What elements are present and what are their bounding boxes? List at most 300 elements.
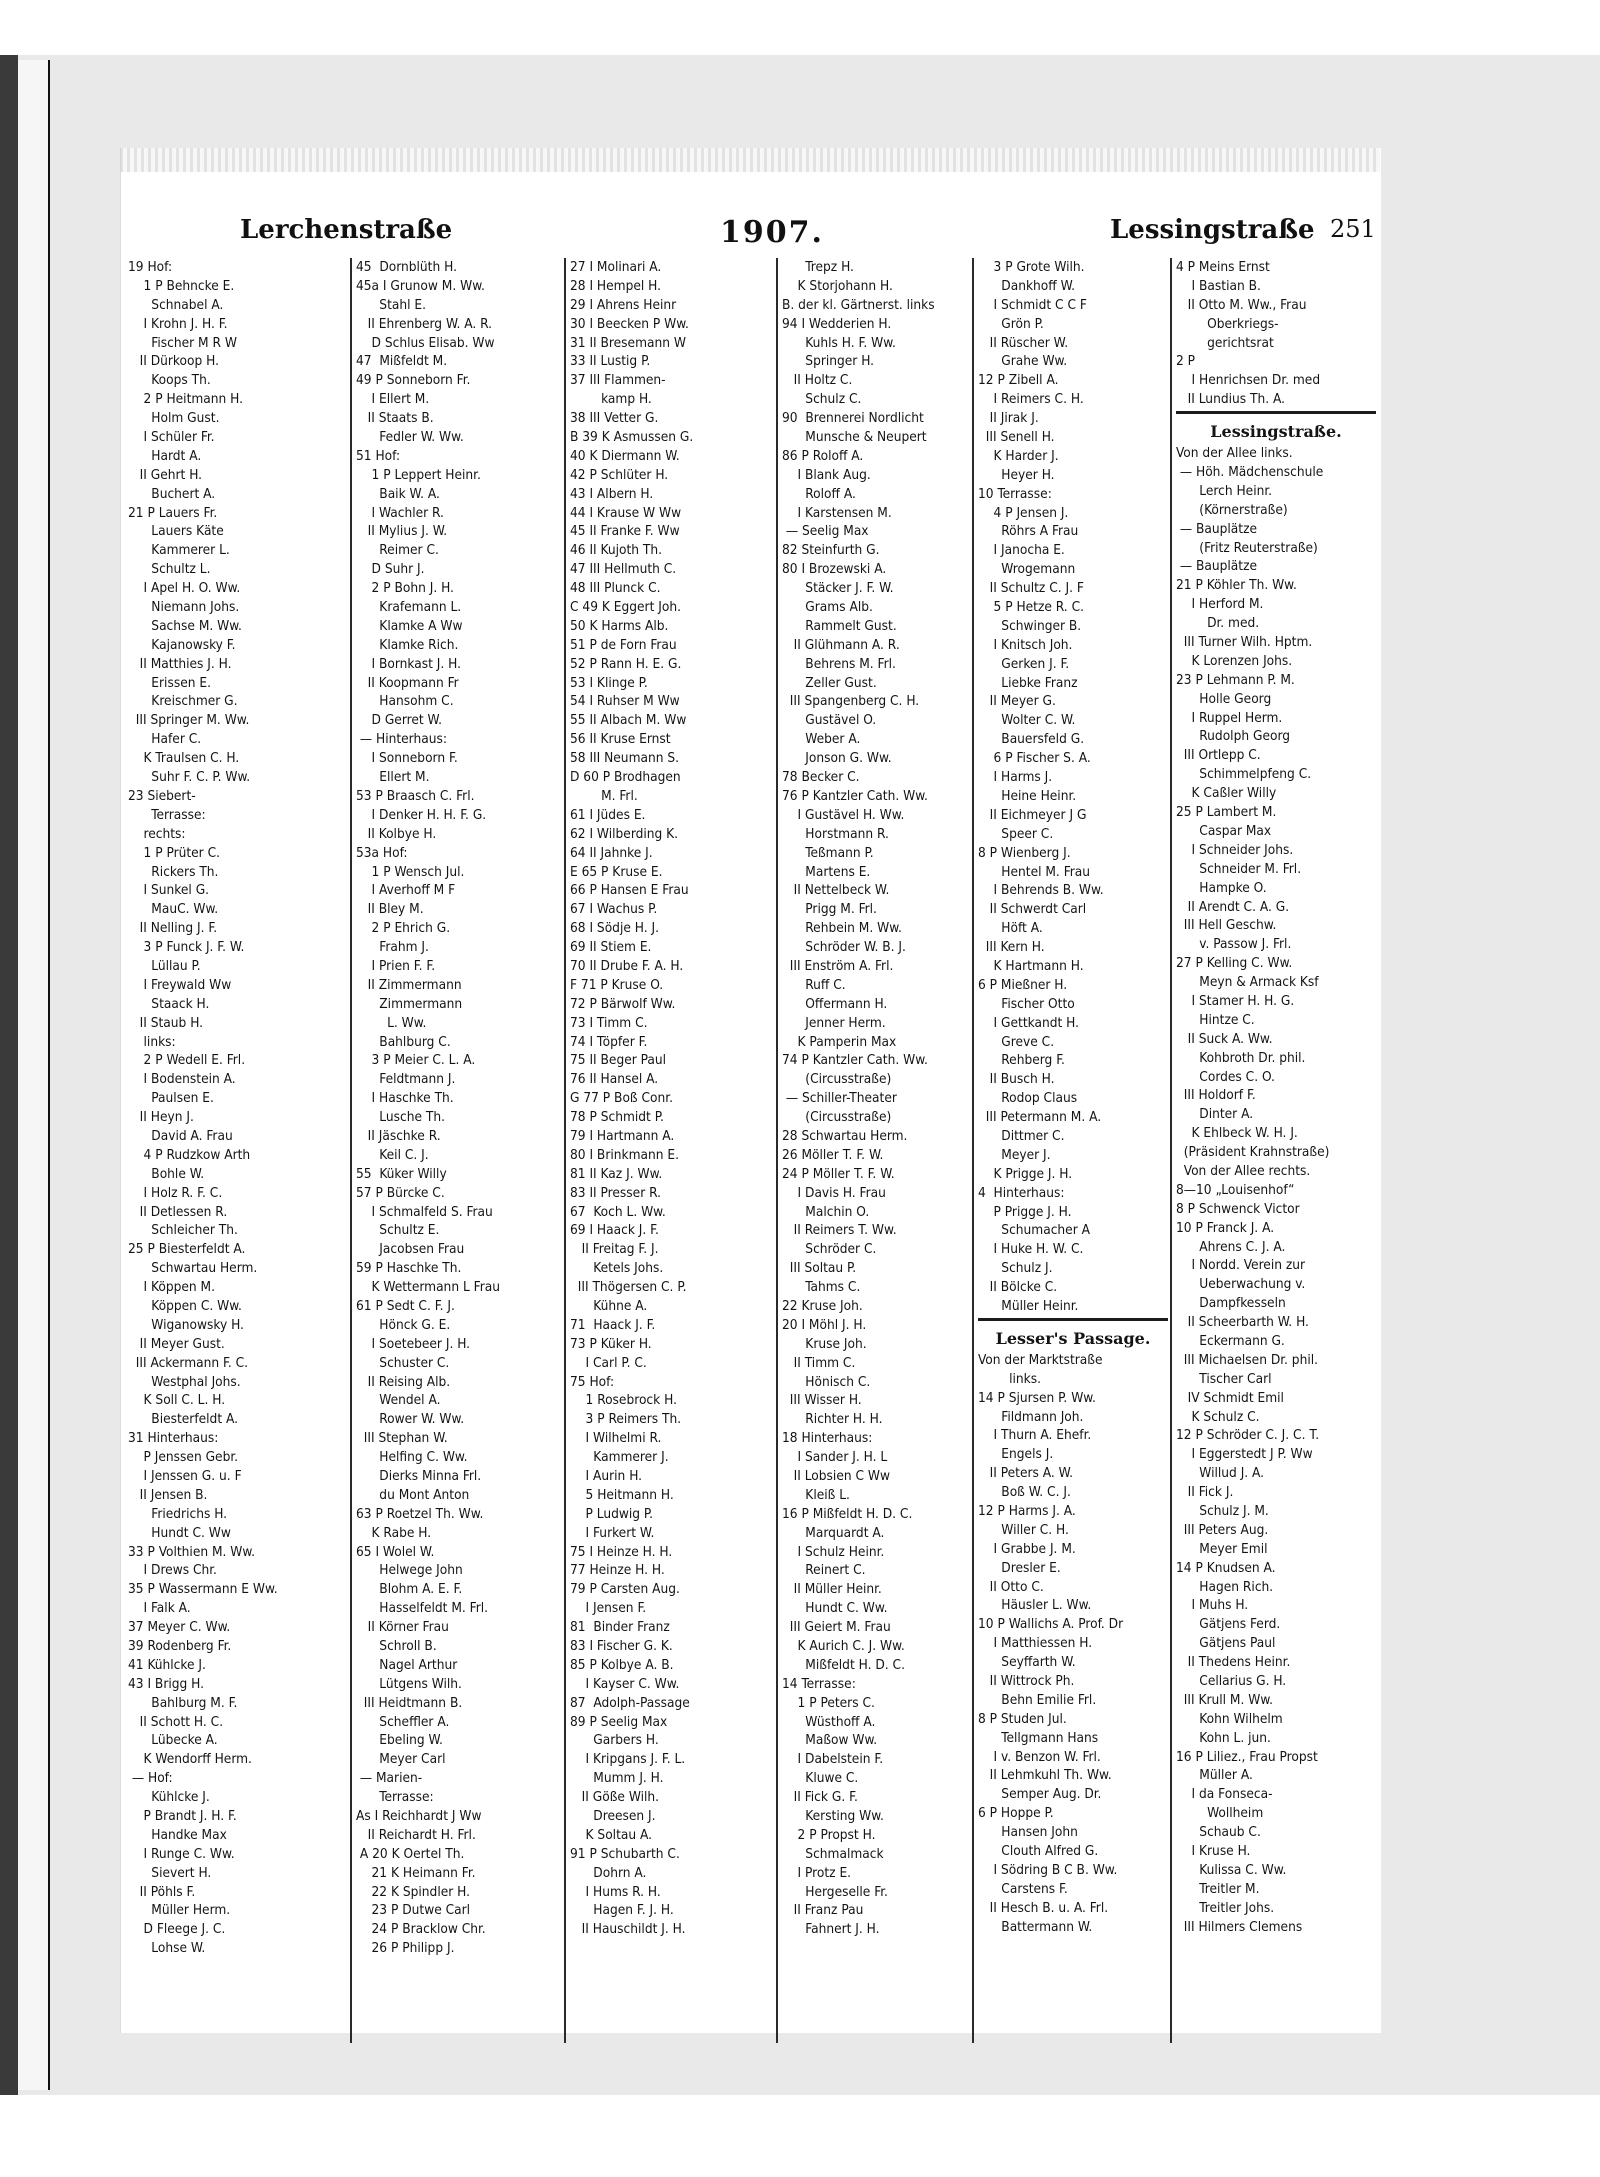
directory-entry: Dohrn A. [570,1864,647,1881]
directory-entry: Fedler W. Ww. [356,429,464,446]
directory-entry: II Reichardt H. Frl. [356,1826,476,1843]
directory-entry: D Suhr J. [356,561,425,578]
directory-entry: Eckermann G. [1176,1332,1285,1349]
directory-entry: Kühne A. [570,1297,648,1314]
directory-entry: Kruse Joh. [782,1335,867,1352]
directory-entry: Rower W. Ww. [356,1411,465,1428]
directory-entry: 3 P Funck J. F. W. [128,939,245,956]
directory-entry: I Jenssen G. u. F [128,1468,242,1484]
directory-entry: I Prien F. F. [356,957,436,974]
directory-entry: II Timm C. [782,1354,856,1371]
directory-entry: I Södring B C B. Ww. [978,1861,1118,1878]
directory-entry: III Enström A. Frl. [782,957,894,974]
directory-entry: Röhrs A Frau [978,523,1079,540]
directory-entry: P Jenssen Gebr. [128,1449,239,1466]
directory-entry: links. [978,1370,1041,1387]
directory-entry: III Krull M. Ww. [1176,1691,1273,1708]
directory-entry: Hundt C. Ww [128,1524,231,1541]
directory-entry: I Stamer H. H. G. [1176,992,1295,1009]
directory-entry: 67 I Wachus P. [570,901,658,918]
directory-entry: Friedrichs H. [128,1505,228,1522]
directory-entry: Heyer H. [978,466,1055,483]
directory-entry: 18 Hinterhaus: [782,1430,873,1447]
directory-entry: II Scheerbarth W. H. [1176,1314,1309,1331]
directory-entry: 4 P Jensen J. [978,504,1069,521]
directory-entry: I Schneider Johs. [1176,841,1294,858]
directory-entry: Meyn & Armack Ksf [1176,974,1319,991]
directory-entry: 82 Steinfurth G. [782,542,880,559]
directory-entry: II Ehrenberg W. A. R. [356,315,493,332]
directory-entry: Tellgmann Hans [978,1729,1099,1746]
directory-entry: Klamke A Ww [356,617,463,634]
directory-entry: III Hell Geschw. [1176,917,1277,934]
directory-entry: — Seelig Max [782,523,869,540]
directory-entry: I Denker H. H. F. G. [356,806,487,823]
directory-entry: I Knitsch Joh. [978,636,1073,653]
directory-entry: K Aurich C. J. Ww. [782,1638,905,1655]
directory-entry: I Wilhelmi R. [570,1430,662,1447]
directory-entry: II Matthies J. H. [128,655,232,672]
directory-entry: I da Fonseca- [1176,1786,1273,1803]
directory-entry: 12 P Harms J. A. [978,1503,1076,1519]
directory-entry: III Soltau P. [782,1260,857,1277]
directory-entry: Von der Marktstraße [978,1351,1103,1368]
directory-entry: Prigg M. Frl. [782,901,877,918]
column-divider [564,258,566,2043]
directory-entry: Sachse M. Ww. [128,617,242,634]
directory-entry: 33 II Lustig P. [570,353,651,370]
directory-entry: 41 Kühlcke J. [128,1656,206,1673]
directory-entry: Buchert A. [128,485,216,502]
directory-entry: — Hof: [128,1770,173,1787]
directory-entry: 3 P Reimers Th. [570,1411,682,1428]
directory-entry: 74 I Töpfer F. [570,1033,648,1050]
directory-entry: Meyer Carl [356,1751,446,1768]
directory-entry: III Geiert M. Frau [782,1619,891,1636]
page-number: 251 [1330,215,1376,243]
directory-entry: 19 Hof: [128,259,173,275]
directory-entry: Höft A. [978,920,1043,937]
directory-entry: 35 P Wassermann E Ww. [128,1581,278,1598]
directory-entry: 64 II Jahnke J. [570,844,653,861]
directory-entry: rechts: [128,825,186,842]
directory-entry: II Mylius J. W. [356,523,448,540]
directory-entry: 5 Heitmann H. [570,1486,674,1503]
directory-entry: Jonson G. Ww. [782,750,892,767]
header-year: 1907. [720,215,824,250]
directory-entry: 79 I Hartmann A. [570,1127,675,1144]
directory-entry: Von der Allee rechts. [1176,1162,1311,1179]
directory-entry: Müller Heinr. [978,1297,1079,1314]
directory-entry: P Prigge J. H. [978,1203,1072,1220]
directory-entry: kamp H. [570,391,652,408]
directory-entry: 54 I Ruhser M Ww [570,693,680,710]
directory-entry: I Kayser C. Ww. [570,1675,680,1692]
directory-entry: 37 III Flammen- [570,372,666,389]
directory-entry: I Kruse H. [1176,1843,1251,1860]
directory-entry: Gätjens Ferd. [1176,1616,1281,1633]
directory-entry: Dr. med. [1176,615,1260,632]
directory-entry: 53 P Braasch C. Frl. [356,787,475,804]
directory-entry: Hönisch C. [782,1373,871,1390]
directory-entry: Cellarius G. H. [1176,1673,1287,1690]
directory-entry: III Peters Aug. [1176,1521,1269,1538]
directory-entry: I Apel H. O. Ww. [128,580,241,597]
directory-entry: Hansen John [978,1824,1078,1841]
directory-entry: Zimmermann [356,995,463,1012]
directory-entry: 74 P Kantzler Cath. Ww. [782,1052,928,1069]
directory-entry: 26 Möller T. F. W. [782,1146,884,1163]
directory-entry: 24 P Bracklow Chr. [356,1921,486,1938]
directory-entry: 57 P Bürcke C. [356,1184,445,1201]
directory-entry: K Storjohann H. [782,277,893,294]
directory-entry: 2 P Heitmann H. [128,391,244,408]
directory-entry: A 20 K Oertel Th. [356,1845,465,1862]
directory-entry: I Schulz Heinr. [782,1543,885,1560]
directory-entry: Behrens M. Frl. [782,655,896,672]
directory-entry: Baik W. A. [356,485,440,502]
directory-entry: Kammerer L. [128,542,230,559]
directory-entry: Kleiß L. [782,1486,850,1503]
directory-entry: 63 P Roetzel Th. Ww. [356,1505,484,1522]
directory-entry: Maßow Ww. [782,1732,878,1749]
directory-entry: 8—10 „Louisenhof“ [1176,1181,1295,1198]
directory-entry: 23 Siebert- [128,787,196,804]
directory-entry: Erissen E. [128,674,211,691]
directory-entry: 4 P Meins Ernst [1176,259,1270,275]
directory-entry: 65 I Wolel W. [356,1543,435,1560]
directory-entry: Fahnert J. H. [782,1921,880,1938]
directory-entry: 94 I Wedderien H. [782,315,892,332]
column-divider [350,258,352,2043]
directory-entry: Wollheim [1176,1805,1264,1822]
directory-entry: I Ellert M. [356,391,430,408]
directory-entry: Dampfkesseln [1176,1295,1286,1312]
directory-entry: K Schulz C. [1176,1408,1260,1425]
directory-entry: 1 P Prüter C. [128,844,221,861]
directory-entry: 80 I Brinkmann E. [570,1146,679,1163]
directory-entry: 78 Becker C. [782,769,860,786]
column-divider [776,258,778,2043]
directory-entry: Richter H. H. [782,1411,883,1428]
directory-entry: 81 Binder Franz [570,1619,670,1636]
directory-entry: 51 Hof: [356,447,401,464]
directory-entry: III Holdorf F. [1176,1087,1256,1104]
directory-entry: K Wettermann L Frau [356,1279,500,1296]
directory-entry: Meyer Emil [1176,1540,1268,1557]
directory-entry: II Reimers T. Ww. [782,1222,897,1239]
directory-entry: Heine Heinr. [978,787,1077,804]
directory-entry: I Herford M. [1176,596,1264,613]
directory-entry: II Meyer G. [978,693,1056,710]
directory-entry: Schröder W. B. J. [782,939,906,956]
directory-entry: I Bornkast J. H. [356,655,462,672]
directory-entry: 70 II Drube F. A. H. [570,957,684,974]
directory-entry: (Präsident Krahnstraße) [1176,1144,1330,1161]
directory-entry: I Wachler R. [356,504,444,521]
directory-entry: Ueberwachung v. [1176,1276,1306,1293]
directory-entry: I Davis H. Frau [782,1184,886,1201]
directory-entry: Fischer Otto [978,995,1075,1012]
directory-entry: Blohm A. E. F. [356,1581,463,1598]
directory-entry: I Aurin H. [570,1468,643,1484]
directory-entry: Schulz C. [782,391,862,408]
directory-entry: Grams Alb. [782,599,873,616]
directory-entry: 79 P Carsten Aug. [570,1581,680,1598]
previous-page-edge [18,60,50,2090]
directory-entry: I Thurn A. Ehefr. [978,1427,1092,1444]
directory-entry: Rehberg F. [978,1052,1065,1069]
directory-entry: K Soltau A. [570,1826,653,1843]
directory-entry: Schultz E. [356,1222,440,1239]
directory-entry: Dreesen J. [570,1808,656,1825]
directory-entry: Carstens F. [978,1880,1068,1897]
directory-entry: Mißfeldt H. D. C. [782,1656,905,1673]
directory-entry: Wiganowsky H. [128,1316,244,1333]
directory-entry: Schulz J. [978,1260,1053,1277]
directory-entry: III Springer M. Ww. [128,712,250,729]
directory-entry: 47 III Hellmuth C. [570,561,677,578]
directory-entry: gerichtsrat [1176,334,1274,351]
directory-entry: Gustävel O. [782,712,877,729]
directory-entry: I Soetebeer J. H. [356,1335,471,1352]
directory-entry: Kohn Wilhelm [1176,1710,1283,1727]
directory-entry: 8 P Studen Jul. [978,1710,1067,1727]
directory-entry: I Dabelstein F. [782,1751,884,1768]
directory-entry: 69 II Stiem E. [570,939,652,956]
column-divider [972,258,974,2043]
directory-entry: Fischer M R W [128,334,237,351]
directory-entry: Keil C. J. [356,1146,429,1163]
header-right-street: Lessingstraße [1110,215,1315,245]
directory-entry: II Staats B. [356,410,434,427]
directory-entry: (Circusstraße) [782,1109,892,1126]
directory-entry: Schuster C. [356,1354,450,1371]
directory-entry: Rickers Th. [128,863,219,880]
directory-entry: Speer C. [978,825,1054,842]
directory-entry: 6 P Fischer S. A. [978,750,1091,767]
directory-entry: Jacobsen Frau [356,1241,465,1258]
directory-entry: 90 Brennerei Nordlicht [782,410,924,427]
directory-entry: I Henrichsen Dr. med [1176,372,1321,389]
directory-entry: — Hinterhaus: [356,731,447,748]
directory-entry: Hardt A. [128,447,202,464]
directory-entry: I Blank Aug. [782,466,871,483]
directory-entry: Biesterfeldt A. [128,1411,239,1428]
directory-entry: III Turner Wilh. Hptm. [1176,634,1313,651]
directory-entry: Greve C. [978,1033,1055,1050]
directory-entry: Hasselfeldt M. Frl. [356,1600,489,1617]
directory-entry: 28 I Hempel H. [570,277,661,294]
directory-entry: II Busch H. [978,1071,1055,1088]
directory-entry: 50 K Harms Alb. [570,617,669,634]
page-top-edge [120,148,1380,172]
directory-entry: Roloff A. [782,485,856,502]
directory-entry: 25 P Lambert M. [1176,804,1277,821]
directory-entry: Schaub C. [1176,1824,1261,1841]
directory-entry: Grahe Ww. [978,353,1068,370]
page-header [240,215,1390,255]
directory-entry: 21 K Heimann Fr. [356,1864,476,1881]
directory-entry: Jenner Herm. [782,1014,886,1031]
directory-entry: D Schlus Elisab. Ww [356,334,495,351]
directory-entry: III Ackermann F. C. [128,1354,249,1371]
directory-entry: I Köppen M. [128,1279,215,1296]
directory-entry: Stahl E. [356,296,426,313]
directory-entry: As I Reichhardt J Ww [356,1808,482,1825]
directory-entry: 47 Mißfeldt M. [356,353,448,370]
directory-entry: I Drews Chr. [128,1562,217,1579]
directory-entry: II Schott H. C. [128,1713,224,1730]
directory-entry: Hönck G. E. [356,1316,451,1333]
directory-entry: II Suck A. Ww. [1176,1030,1273,1047]
directory-entry: 52 P Rann H. E. G. [570,655,682,672]
directory-entry: K Rabe H. [356,1524,432,1541]
directory-entry: Schulz J. M. [1176,1503,1269,1519]
directory-entry: Kluwe C. [782,1770,859,1787]
directory-entry: 61 I Jüdes E. [570,806,646,823]
directory-entry: Lerch Heinr. [1176,482,1273,499]
directory-entry: III Michaelsen Dr. phil. [1176,1351,1319,1368]
directory-entry: Kohbroth Dr. phil. [1176,1049,1306,1066]
directory-entry: 37 Meyer C. Ww. [128,1619,231,1636]
directory-entry: 83 II Presser R. [570,1184,661,1201]
directory-entry: 61 P Sedt C. F. J. [356,1297,455,1314]
directory-entry: Lüllau P. [128,957,201,974]
directory-entry: II Schultz C. J. F [978,580,1084,597]
directory-entry: 43 I Albern H. [570,485,654,502]
directory-entry: 45a I Grunow M. Ww. [356,277,485,294]
directory-entry: II Jäschke R. [356,1127,441,1144]
directory-entry: Koops Th. [128,372,211,389]
directory-entry: Schleicher Th. [128,1222,238,1239]
directory-entry: G 77 P Boß Conr. [570,1090,673,1107]
directory-entry: Boß W. C. J. [978,1484,1071,1501]
directory-entry: I Averhoff M F [356,882,456,899]
directory-entry: 48 III Plunck C. [570,580,661,597]
directory-entry: 69 I Haack J. F. [570,1222,659,1239]
directory-entry: Handke Max [128,1826,227,1843]
directory-entry: III Wisser H. [782,1392,862,1409]
directory-entry: Wrogemann [978,561,1076,578]
column-6 [1176,258,1376,2038]
directory-entry: v. Passow J. Frl. [1176,936,1292,953]
directory-entry: II Göße Wilh. [570,1789,660,1806]
directory-entry: Rudolph Georg [1176,728,1291,745]
directory-entry: Weber A. [782,731,861,748]
directory-entry: Schwartau Herm. [128,1260,258,1277]
directory-entry: I Carl P. C. [570,1354,647,1371]
directory-entry: 81 II Kaz J. Ww. [570,1165,663,1182]
directory-entry: I Sonneborn F. [356,750,458,767]
directory-entry: II Arendt C. A. G. [1176,898,1290,915]
directory-entry: I v. Benzon W. Frl. [978,1748,1101,1765]
directory-entry: 26 P Philipp J. [356,1940,455,1957]
directory-entry: Helfing C. Ww. [356,1449,468,1466]
directory-entry: 10 Terrasse: [978,485,1052,502]
directory-entry: Hansohm C. [356,693,454,710]
directory-entry: I Runge C. Ww. [128,1845,235,1862]
directory-entry: Schroll B. [356,1638,437,1655]
directory-entry: Rehbein M. Ww. [782,920,902,937]
directory-entry: Trepz H. [782,259,854,275]
directory-entry: 1 P Behncke E. [128,277,235,294]
directory-entry: Klamke Rich. [356,636,459,653]
directory-entry: 75 I Heinze H. H. [570,1543,673,1560]
directory-entry: 14 P Sjursen P. Ww. [978,1389,1096,1406]
directory-entry: Reinert C. [782,1562,866,1579]
directory-entry: I Sander J. H. L [782,1449,888,1466]
directory-entry: Gätjens Paul [1176,1635,1276,1652]
directory-entry: Offermann H. [782,995,888,1012]
directory-entry: 12 P Schröder C. J. C. T. [1176,1427,1320,1444]
directory-entry: II Bley M. [356,901,424,918]
directory-entry: Schumacher A [978,1222,1090,1239]
directory-entry: 85 P Kolbye A. B. [570,1656,674,1673]
directory-entry: II Franz Pau [782,1902,864,1919]
directory-entry: 76 P Kantzler Cath. Ww. [782,787,928,804]
directory-entry: II Freitag F. J. [570,1241,659,1258]
directory-entry: 53 I Klinge P. [570,674,648,691]
directory-entry: II Otto M. Ww., Frau [1176,296,1307,313]
directory-entry: II Müller Heinr. [782,1581,882,1598]
column-divider [1170,258,1172,2043]
directory-entry: — Schiller-Theater [782,1090,897,1107]
directory-entry: Kulissa C. Ww. [1176,1861,1287,1878]
directory-entry: 53a Hof: [356,844,408,861]
directory-entry: 2 P Propst H. [782,1826,876,1843]
directory-entry: II Bölcke C. [978,1279,1058,1296]
directory-entry: II Otto C. [978,1578,1044,1595]
directory-entry: Häusler L. Ww. [978,1597,1092,1614]
directory-entry: 23 P Lehmann P. M. [1176,671,1295,688]
directory-entry: Marquardt A. [782,1524,885,1541]
directory-entry: III Senell H. [978,429,1055,446]
directory-entry: 10 P Wallichs A. Prof. Dr [978,1616,1124,1633]
directory-entry: I Holz R. F. C. [128,1184,223,1201]
directory-entry: 75 Hof: [570,1373,615,1390]
directory-entry: 56 II Kruse Ernst [570,731,671,748]
directory-entry: 31 Hinterhaus: [128,1430,219,1447]
directory-entry: 8 P Schwenck Victor [1176,1200,1300,1217]
directory-entry: II Lundius Th. A. [1176,391,1285,408]
directory-entry: I Schmidt C C F [978,296,1087,313]
directory-entry: Engels J. [978,1446,1054,1463]
directory-entry: 2 P Ehrich G. [356,920,451,937]
directory-entry: K Traulsen C. H. [128,750,240,767]
directory-entry: 76 II Hansel A. [570,1071,659,1088]
directory-entry: — Höh. Mädchenschule [1176,464,1324,481]
directory-entry: 33 P Volthien M. Ww. [128,1543,256,1560]
directory-entry: II Thedens Heinr. [1176,1654,1291,1671]
directory-entry: Bohle W. [128,1165,205,1182]
directory-entry: Sievert H. [128,1864,212,1881]
directory-entry: Staack H. [128,995,210,1012]
directory-entry: 73 I Timm C. [570,1014,648,1031]
directory-entry: Wolter C. W. [978,712,1076,729]
directory-entry: Von der Allee links. [1176,445,1293,462]
directory-entry: Schneider M. Frl. [1176,860,1302,877]
directory-entry: II Dürkoop H. [128,353,219,370]
directory-entry: II Pöhls F. [128,1883,196,1900]
directory-entry: II Hauschildt J. H. [570,1921,686,1938]
directory-entry: Reimer C. [356,542,439,559]
directory-entry: I Janocha E. [978,542,1065,559]
directory-entry: Kajanowsky F. [128,636,236,653]
directory-entry: Gerken J. F. [978,655,1070,672]
directory-entry: links: [128,1033,176,1050]
section-title: Lessingstraße. [1210,422,1342,442]
